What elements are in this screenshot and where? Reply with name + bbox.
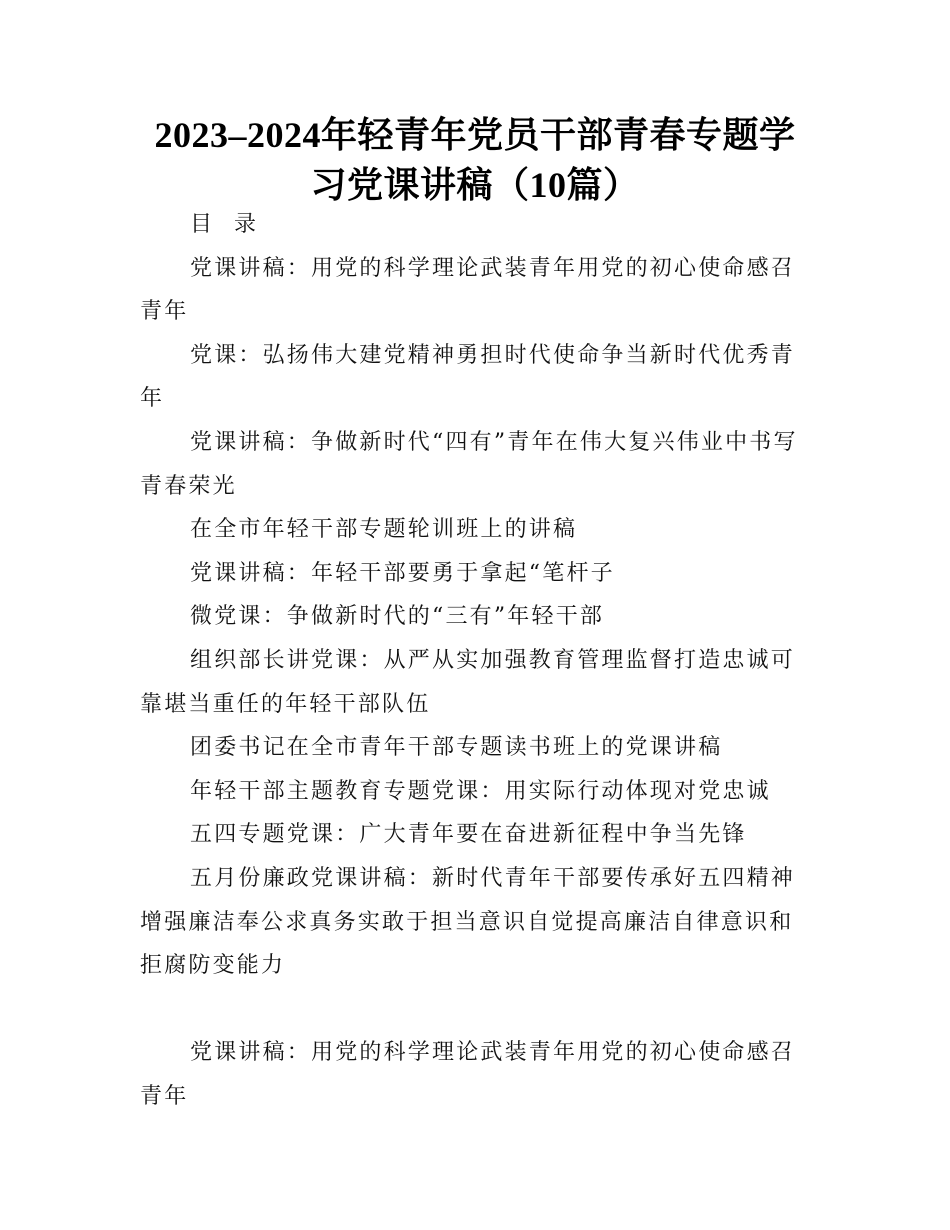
toc-item-11: 五月份廉政党课讲稿：新时代青年干部要传承好五四精神增强廉洁奉公求真务实敢于担当意识自觉提高廉洁自律意识和拒腐防变能力 bbox=[140, 865, 796, 979]
toc-item-6: 微党课：争做新时代的“三有”年轻干部 bbox=[190, 604, 605, 630]
document-title-line-2: 习党课讲稿（10篇） bbox=[310, 165, 640, 205]
toc-item-8: 团委书记在全市青年干部专题读书班上的党课讲稿 bbox=[190, 735, 723, 761]
toc-item-7: 组织部长讲党课：从严从实加强教育管理监督打造忠诚可靠堪当重任的年轻干部队伍 bbox=[140, 647, 796, 717]
toc-heading: 目录 bbox=[190, 212, 279, 237]
toc-item-3: 党课讲稿：争做新时代“四有”青年在伟大复兴伟业中书写青春荣光 bbox=[140, 429, 798, 499]
document-title-line-1: 2023–2024年轻青年党员干部青春专题学 bbox=[154, 115, 796, 155]
blank-line bbox=[140, 988, 810, 1032]
toc-item-9: 年轻干部主题教育专题党课：用实际行动体现对党忠诚 bbox=[190, 778, 771, 804]
toc-item-5: 党课讲稿：年轻干部要勇于拿起“笔杆子 bbox=[190, 560, 615, 586]
document-title bbox=[140, 110, 810, 210]
section-heading: 党课讲稿：用党的科学理论武装青年用党的初心使命感召青年 bbox=[140, 1040, 796, 1109]
document-body bbox=[140, 203, 810, 1118]
toc-item-1: 党课讲稿：用党的科学理论武装青年用党的初心使命感召青年 bbox=[140, 255, 796, 325]
toc-item-10: 五四专题党课：广大青年要在奋进新征程中争当先锋 bbox=[190, 822, 747, 848]
toc-item-4: 在全市年轻干部专题轮训班上的讲稿 bbox=[190, 517, 578, 543]
toc-item-2: 党课：弘扬伟大建党精神勇担时代使命争当新时代优秀青年 bbox=[140, 342, 796, 412]
